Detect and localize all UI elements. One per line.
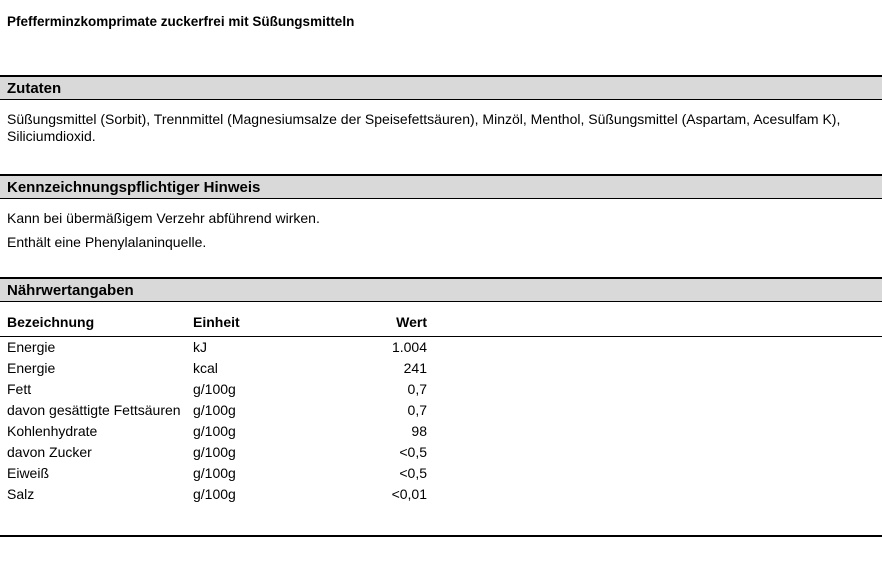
- bottom-rule: [0, 535, 882, 537]
- nutrient-value: 0,7: [407, 381, 427, 397]
- nutrient-name: Eiweiß: [7, 465, 50, 481]
- nutrient-name: Energie: [7, 360, 56, 376]
- nutrition-header: [0, 277, 882, 302]
- row-spacer: [427, 379, 882, 400]
- row-spacer: [427, 484, 882, 505]
- nutrient-value: <0,5: [399, 444, 427, 460]
- notice-header: [0, 174, 882, 199]
- nutrient-unit: kJ: [193, 339, 207, 355]
- table-row: [0, 337, 882, 359]
- nutrition-table-body: [0, 337, 882, 506]
- nutrient-unit: g/100g: [193, 423, 236, 439]
- table-row: [0, 400, 882, 421]
- nutrient-name: davon Zucker: [7, 444, 92, 460]
- row-spacer: [427, 463, 882, 484]
- column-header-unit: Einheit: [193, 309, 333, 337]
- table-row: [0, 463, 882, 484]
- nutrient-unit: g/100g: [193, 381, 236, 397]
- notice-line-laxative: Kann bei übermäßigem Verzehr abführend wirken.: [7, 210, 320, 226]
- nutrient-unit: g/100g: [193, 444, 236, 460]
- table-row: [0, 421, 882, 442]
- ingredients-header: [0, 75, 882, 100]
- nutrition-table-header-row: [0, 309, 882, 337]
- table-row: [0, 379, 882, 400]
- nutrient-value: <0,01: [391, 486, 427, 502]
- nutrient-name: Salz: [7, 486, 35, 502]
- nutrient-value: <0,5: [399, 465, 427, 481]
- row-spacer: [427, 421, 882, 442]
- nutrient-value: 1.004: [391, 339, 427, 355]
- row-spacer: [427, 358, 882, 379]
- nutrient-name: Kohlenhydrate: [7, 423, 98, 439]
- nutrient-value: 241: [403, 360, 427, 376]
- nutrition-heading: Nährwertangaben: [7, 282, 134, 299]
- ingredients-heading: Zutaten: [7, 80, 62, 97]
- nutrient-unit: g/100g: [193, 402, 236, 418]
- row-spacer: [427, 442, 882, 463]
- nutrition-table: [0, 309, 882, 505]
- nutrient-value: 98: [411, 423, 427, 439]
- column-header-value: Wert: [333, 309, 427, 337]
- row-spacer: [427, 400, 882, 421]
- table-row: [0, 484, 882, 505]
- column-header-spacer: [427, 309, 882, 337]
- nutrient-unit: kcal: [193, 360, 218, 376]
- ingredients-text: Süßungsmittel (Sorbit), Trennmittel (Magnesiumsalze der Speisefettsäuren), Minzöl, Menthol, Süßungsmittel (Aspartam, Acesulfam K), Siliciumdioxid.: [7, 111, 841, 144]
- nutrient-name: Fett: [7, 381, 32, 397]
- notice-line-phenylalanine: Enthält eine Phenylalaninquelle.: [7, 234, 207, 250]
- nutrient-value: 0,7: [407, 402, 427, 418]
- nutrient-unit: g/100g: [193, 486, 236, 502]
- column-header-name: Bezeichnung: [0, 309, 193, 337]
- table-row: [0, 358, 882, 379]
- nutrient-name: Energie: [7, 339, 56, 355]
- nutrient-unit: g/100g: [193, 465, 236, 481]
- nutrient-name: davon gesättigte Fettsäuren: [7, 402, 181, 418]
- notice-heading: Kennzeichnungspflichtiger Hinweis: [7, 179, 261, 196]
- page-title: Pfefferminzkomprimate zuckerfrei mit Süßungsmitteln: [7, 14, 355, 29]
- row-spacer: [427, 337, 882, 359]
- table-row: [0, 442, 882, 463]
